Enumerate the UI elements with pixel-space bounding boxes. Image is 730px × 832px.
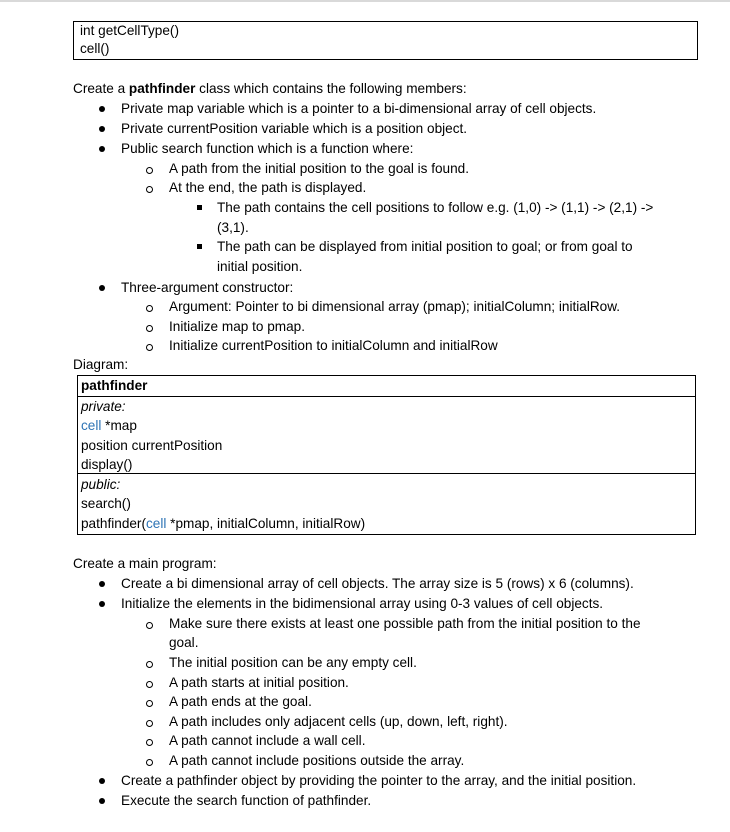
square-bullet-icon — [197, 244, 202, 249]
bullet-icon — [99, 601, 105, 607]
list-item: Execute the search function of pathfinder. — [121, 793, 372, 808]
sub-list-item: Argument: Pointer to bi dimensional array (pmap); initialColumn; initialRow. — [169, 299, 621, 314]
list-item: Private currentPosition variable which is a position object. — [121, 121, 468, 136]
uml-divider — [78, 473, 695, 474]
uml-private-label: private: — [81, 399, 126, 414]
uml-member-display: display() — [81, 457, 133, 472]
sub-list-item: Initialize currentPosition to initialColumn and initialRow — [169, 338, 498, 353]
circle-bullet-icon — [146, 325, 153, 332]
bullet-icon — [99, 581, 105, 587]
circle-bullet-icon — [146, 622, 153, 629]
sub-list-item: At the end, the path is displayed. — [169, 180, 367, 195]
page-top-border — [0, 0, 730, 2]
sub-list-item: Initialize map to pmap. — [169, 319, 306, 334]
uml-public-label: public: — [81, 477, 121, 492]
bullet-icon — [99, 798, 105, 804]
list-item: Three-argument constructor: — [121, 280, 294, 295]
class-name: pathfinder — [128, 81, 196, 96]
bullet-icon — [99, 778, 105, 784]
circle-bullet-icon — [146, 720, 153, 727]
sub-list-item: A path ends at the goal. — [169, 694, 312, 709]
list-item: Create a bi dimensional array of cell objects. The array size is 5 (rows) x 6 (columns). — [121, 576, 634, 591]
uml-divider — [78, 396, 695, 397]
circle-bullet-icon — [146, 700, 153, 707]
code-box-cell — [73, 21, 698, 60]
uml-member-search: search() — [81, 496, 131, 511]
code-line: int getCellType() — [80, 23, 179, 38]
sub-list-item: The initial position can be any empty cell. — [169, 655, 417, 670]
sub-sub-list-item: The path contains the cell positions to follow e.g. (1,0) -> (1,1) -> (2,1) -> — [217, 200, 654, 215]
sub-list-item-cont: goal. — [169, 635, 199, 650]
sub-list-item: A path cannot include a wall cell. — [169, 733, 366, 748]
circle-bullet-icon — [146, 739, 153, 746]
sub-list-item: A path includes only adjacent cells (up, down, left, right). — [169, 714, 508, 729]
bullet-icon — [99, 285, 105, 291]
bullet-icon — [99, 106, 105, 112]
circle-bullet-icon — [146, 305, 153, 312]
uml-class-diagram — [77, 375, 696, 535]
sub-sub-list-item: The path can be displayed from initial position to goal; or from goal to — [217, 239, 633, 254]
sub-list-item: A path cannot include positions outside the array. — [169, 753, 465, 768]
sub-sub-list-item-cont: (3,1). — [217, 220, 249, 235]
circle-bullet-icon — [146, 344, 153, 351]
circle-bullet-icon — [146, 661, 153, 668]
uml-member-position: position currentPosition — [81, 438, 223, 453]
uml-class-name: pathfinder — [81, 378, 148, 393]
bullet-icon — [99, 126, 105, 132]
list-item: Public search function which is a function where: — [121, 141, 414, 156]
circle-bullet-icon — [146, 759, 153, 766]
sub-list-item: A path starts at initial position. — [169, 675, 349, 690]
circle-bullet-icon — [146, 681, 153, 688]
diagram-label: Diagram: — [73, 357, 129, 372]
intro-paragraph: Create a pathfinder class which contains the following members: — [73, 81, 467, 96]
bullet-icon — [99, 146, 105, 152]
uml-member-map: cell *map — [81, 418, 137, 433]
square-bullet-icon — [197, 205, 202, 210]
code-line: cell() — [80, 41, 110, 56]
list-item: Create a pathfinder object by providing the pointer to the array, and the initial position. — [121, 773, 637, 788]
sub-list-item: Make sure there exists at least one possible path from the initial position to the — [169, 616, 641, 631]
list-item: Initialize the elements in the bidimensional array using 0-3 values of cell objects. — [121, 596, 604, 611]
main-heading: Create a main program: — [73, 556, 217, 571]
list-item: Private map variable which is a pointer to a bi-dimensional array of cell objects. — [121, 101, 597, 116]
sub-sub-list-item-cont: initial position. — [217, 259, 303, 274]
circle-bullet-icon — [146, 167, 153, 174]
uml-member-constructor: pathfinder(cell *pmap, initialColumn, initialRow) — [81, 516, 366, 531]
circle-bullet-icon — [146, 186, 153, 193]
sub-list-item: A path from the initial position to the goal is found. — [169, 161, 470, 176]
